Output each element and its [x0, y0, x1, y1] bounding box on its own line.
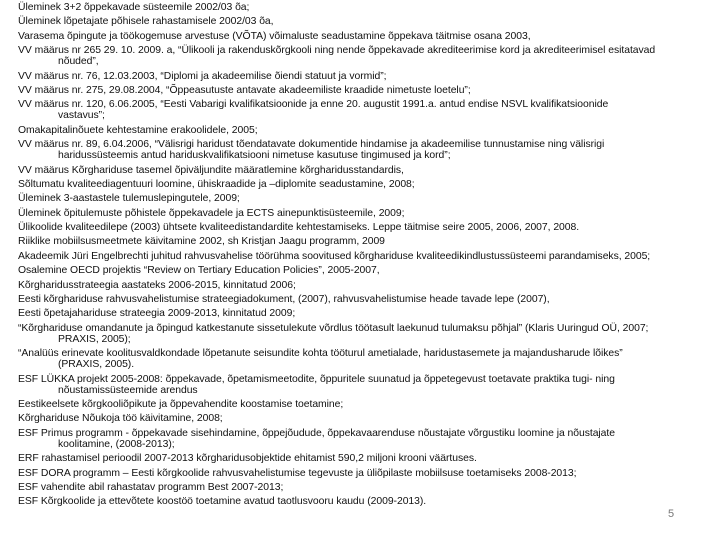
list-item-text: Üleminek 3+2 õppekavade süsteemile 2002/03 õa;	[18, 2, 250, 13]
list-item-text: Riiklike mobiilsusmeetmete käivitamine 2002, sh Kristjan Jaagu programm, 2009	[18, 236, 385, 248]
list-item-text: VV määrus nr. 76, 12.03.2003, “Diplomi ja akadeemilise õiendi statuut ja vormid”;	[18, 70, 387, 82]
list-item-continuation: nõuded”,	[58, 56, 99, 68]
list-item-text: Kõrghariduse Nõukoja töö käivitamine, 2008;	[18, 413, 223, 425]
list-item	[18, 45, 718, 67]
list-item-text: Akadeemik Jüri Engelbrechti juhitud rahvusvahelise töörühma soovitused kõrghariduse kvaliteedikindlustussüsteemi parandamiseks, 2005;	[18, 250, 651, 262]
list-item-text: “Kõrghariduse omandanute ja õpingud katkestanute sissetulekute võrdlus töötasult laekunud tulumaksu põhjal” (Klaris Uuringud OÜ, 2007;	[18, 322, 649, 334]
list-item	[18, 428, 718, 450]
list-item-text: ESF DORA programm – Eesti kõrgkoolide rahvusvahelistumise tegevuste ja üliõpilaste mobiilsuse toetamiseks 2008-2013;	[18, 467, 577, 479]
list-item-text: Eesti õpetajahariduse strateegia 2009-2013, kinnitatud 2009;	[18, 308, 296, 320]
list-item	[18, 85, 718, 96]
list-item-text: VV määrus nr. 120, 6.06.2005, “Eesti Vabarigi kvalifikatsioonide ja enne 20. augustit 1991.a. antud endise NSVL kvalifikatsioonide	[18, 99, 609, 111]
list-item-text: VV määrus nr. 275, 29.08.2004, “Õppeasutuste antavate akadeemiliste kraadide nimetuste loetelu”;	[18, 84, 471, 96]
list-item-text: Sõltumatu kvaliteediagentuuri loomine, ühiskraadide ja –diplomite seadustamine, 2008;	[18, 178, 415, 190]
list-item	[18, 468, 718, 479]
list-item	[18, 374, 718, 396]
list-item-text: ESF Primus programm - õppekavade sisehindamine, õppejõudude, õppekavaarenduse nõustajate võrgustiku loomine ja nõustajate	[18, 427, 615, 439]
list-item-continuation: koolitamine, (2008-2013);	[58, 438, 175, 450]
list-item-text: Üleminek lõpetajate põhisele rahastamisele 2002/03 õa,	[18, 16, 274, 28]
list-item	[18, 482, 718, 493]
list-item	[18, 236, 718, 247]
list-item-text: Üleminek 3-aastastele tulemuslepingutele, 2009;	[18, 193, 240, 205]
list-item	[18, 251, 718, 262]
list-item	[18, 280, 718, 291]
list-item	[18, 208, 718, 219]
list-item-text: Osalemine OECD projektis “Review on Tertiary Education Policies”, 2005-2007,	[18, 265, 380, 277]
list-item	[18, 399, 718, 410]
list-item	[18, 165, 718, 176]
list-item	[18, 323, 718, 345]
list-item	[18, 99, 718, 121]
list-item-continuation: (PRAXIS, 2005).	[58, 359, 135, 371]
list-item	[18, 2, 718, 13]
list-item	[18, 294, 718, 305]
list-item	[18, 179, 718, 190]
list-item-text: Ülikoolide kvaliteedilepe (2003) ühtsete kvaliteedistandardite kehtestamiseks. Leppe täitmise seire 2005, 2006, 2007, 2008.	[18, 222, 580, 234]
list-item-text: VV määrus nr 265 29. 10. 2009. a, “Ülikooli ja rakenduskõrgkooli ning nende õppekavade akrediteerimise kord ja akrediteerimisel esitatavad	[18, 45, 656, 57]
list-item-text: Varasema õpingute ja töökogemuse arvestuse (VÕTA) võimaluste seadustamine õppekava täitmise osana 2003,	[18, 30, 531, 42]
list-item-continuation: haridussüsteemis antud hariduskvalifikatsiooni nimetuse kasutuse tingimused ja kord”;	[58, 150, 451, 162]
list-item	[18, 125, 718, 136]
list-item-text: ERF rahastamisel perioodil 2007-2013 kõrgharidusobjektide ehitamist 590,2 miljoni krooni väärtuses.	[18, 453, 477, 465]
page-number: 5	[668, 508, 675, 520]
document-body	[18, 2, 718, 511]
list-item-text: Kõrgharidusstrateegia aastateks 2006-2015, kinnitatud 2006;	[18, 279, 296, 291]
list-item	[18, 308, 718, 319]
list-item	[18, 453, 718, 464]
list-item	[18, 31, 718, 42]
list-item-continuation: nõustamissüsteemide arendus	[58, 384, 198, 396]
list-item-text: Üleminek õpitulemuste põhistele õppekavadele ja ECTS ainepunktisüsteemile, 2009;	[18, 207, 405, 219]
list-item-text: VV määrus Kõrghariduse tasemel õpiväljundite määratlemine kõrgharidusstandardis,	[18, 164, 404, 176]
list-item	[18, 222, 718, 233]
list-item-continuation: PRAXIS, 2005);	[58, 333, 131, 345]
list-item	[18, 16, 718, 27]
list-item-text: VV määrus nr. 89, 6.04.2006, “Välisrigi haridust tõendatavate dokumentide hindamise ja akadeemilise tunnustamise ning välisrigi	[18, 139, 605, 151]
list-item	[18, 413, 718, 424]
list-item-text: Eesti kõrghariduse rahvusvahelistumise strateegiadokument, (2007), rahvusvahelistumise heade tavade lepe (2007),	[18, 294, 550, 306]
list-item	[18, 348, 718, 370]
list-item-text: Omakapitalinõuete kehtestamine erakoolidele, 2005;	[18, 124, 258, 136]
list-item-continuation: vastavus”;	[58, 110, 105, 122]
list-item	[18, 193, 718, 204]
list-item-text: “Analüüs erinevate koolitusvaldkondade lõpetanute seisundite kohta tööturul ametialade, haridustasemete ja majandusharude lõikes”	[18, 348, 623, 360]
list-item-text: Eestikeelsete kõrgkooliõpikute ja õppevahendite koostamise toetamine;	[18, 398, 344, 410]
list-item-text: ESF Kõrgkoolide ja ettevõtete koostöö toetamine avatud taotlusvooru kaudu (2009-2013).	[18, 496, 427, 508]
list-item	[18, 139, 718, 161]
list-item	[18, 71, 718, 82]
list-item-text: ESF LÜKKA projekt 2005-2008: õppekavade, õpetamismeetodite, õppuritele suunatud ja õppetegevust toetavate praktika tugi- ning	[18, 373, 615, 385]
list-item	[18, 265, 718, 276]
list-item-text: ESF vahendite abil rahastatav programm Best 2007-2013;	[18, 481, 284, 493]
list-item	[18, 496, 718, 507]
